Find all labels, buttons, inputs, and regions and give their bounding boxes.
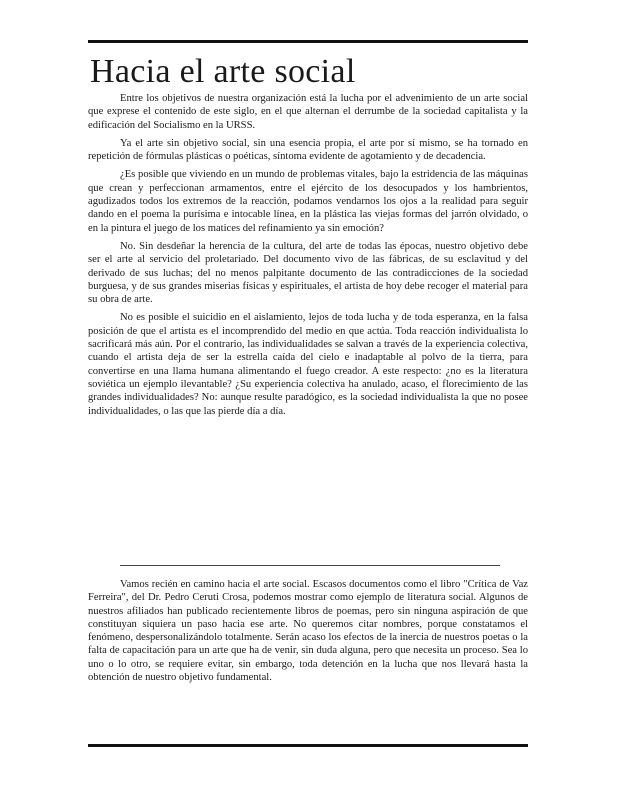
bottom-rule — [88, 744, 528, 747]
article-body-part-2 — [88, 578, 528, 689]
paragraph: No es posible el suicidio en el aislamiento, lejos de toda lucha y de toda esperanza, en la falsa posición de que el artista es el incomprendido del medio en que actúa. Toda reacción individualista lo sacrificará más aún. Por el contrario, las individualidades se salvan a través de la experiencia colectiva, cuando el artista deja de ser la estrella caída del cielo e inadaptable al polvo de la tierra, para convertirse en una llama humana alimentando el fuego creador. A este respecto: ¿no es la literatura soviética un ejemplo ilevantable? ¿Su experiencia colectiva ha anulado, acaso, el florecimiento de las grandes individualidades? No: aunque resulte paradógico, es la sociedad individualista la que no posee individualidades, o las que las pierde día a día. — [88, 312, 528, 417]
paragraph: No. Sin desdeñar la herencia de la cultura, del arte de todas las épocas, nuestro objetivo debe ser el arte al servicio del proletariado. Del documento vivo de las fábricas, de su esclavitud y del derivado de sus luchas; del no menos palpitante documento de las contradicciones de la sociedad burguesa, y de sus grandes miserias físicas y espirituales, el artista de hoy debe recoger el material para su obra de arte. — [88, 240, 528, 306]
paragraph: ¿Es posible que viviendo en un mundo de problemas vitales, bajo la estridencia de las máquinas que crean y perfeccionan armamentos, entre el ejército de los desocupados y los hambrientos, agudizados todos los extremos de la reacción, podamos vendarnos los ojos a la realidad para seguir dando en el poema la purísima e intocable línea, en la plástica las viejas formas del jarrón olvidado, o en la pintura el juego de los matices del refinamiento ya sin emoción? — [88, 169, 528, 234]
paragraph: Ya el arte sin objetivo social, sin una esencia propia, el arte por sí mismo, se ha tornado en repetición de fórmulas plásticas o poéticas, síntoma evidente de agotamiento y de decadencia. — [88, 137, 528, 163]
article-body-part-1 — [88, 92, 528, 423]
paragraph: Entre los objetivos de nuestra organización está la lucha por el advenimiento de un arte social que exprese el contenido de este siglo, en el que alternan el derrumbe de la sociedad capitalista y la edificación del Socialismo en la URSS. — [88, 93, 528, 131]
top-rule — [88, 40, 528, 43]
paragraph: Vamos recién en camino hacia el arte social. Escasos documentos como el libro "Crítica de Vaz Ferreira", del Dr. Pedro Ceruti Crosa, podemos mostrar como ejemplo de literatura social. Algunos de nuestros afiliados han publicado recientemente libros de poemas, pero sin ninguna aspiración de que constituyan siquiera un paso hacia ese arte. No queremos citar nombres, porque constatamos el fenómeno, despersonalizándolo totalmente. Serán acaso los efectos de la inercia de nuestros poetas o la falta de capacitación para un arte que ha de venir, sin duda alguna, pero que necesita un proceso. Sea lo uno o lo otro, se requiere evitar, sin embargo, toda detención en la lucha que nos llevará hasta la obtención de nuestro objetivo fundamental. — [88, 579, 528, 684]
section-divider — [120, 565, 500, 566]
article-title: Hacia el arte social — [90, 53, 356, 90]
